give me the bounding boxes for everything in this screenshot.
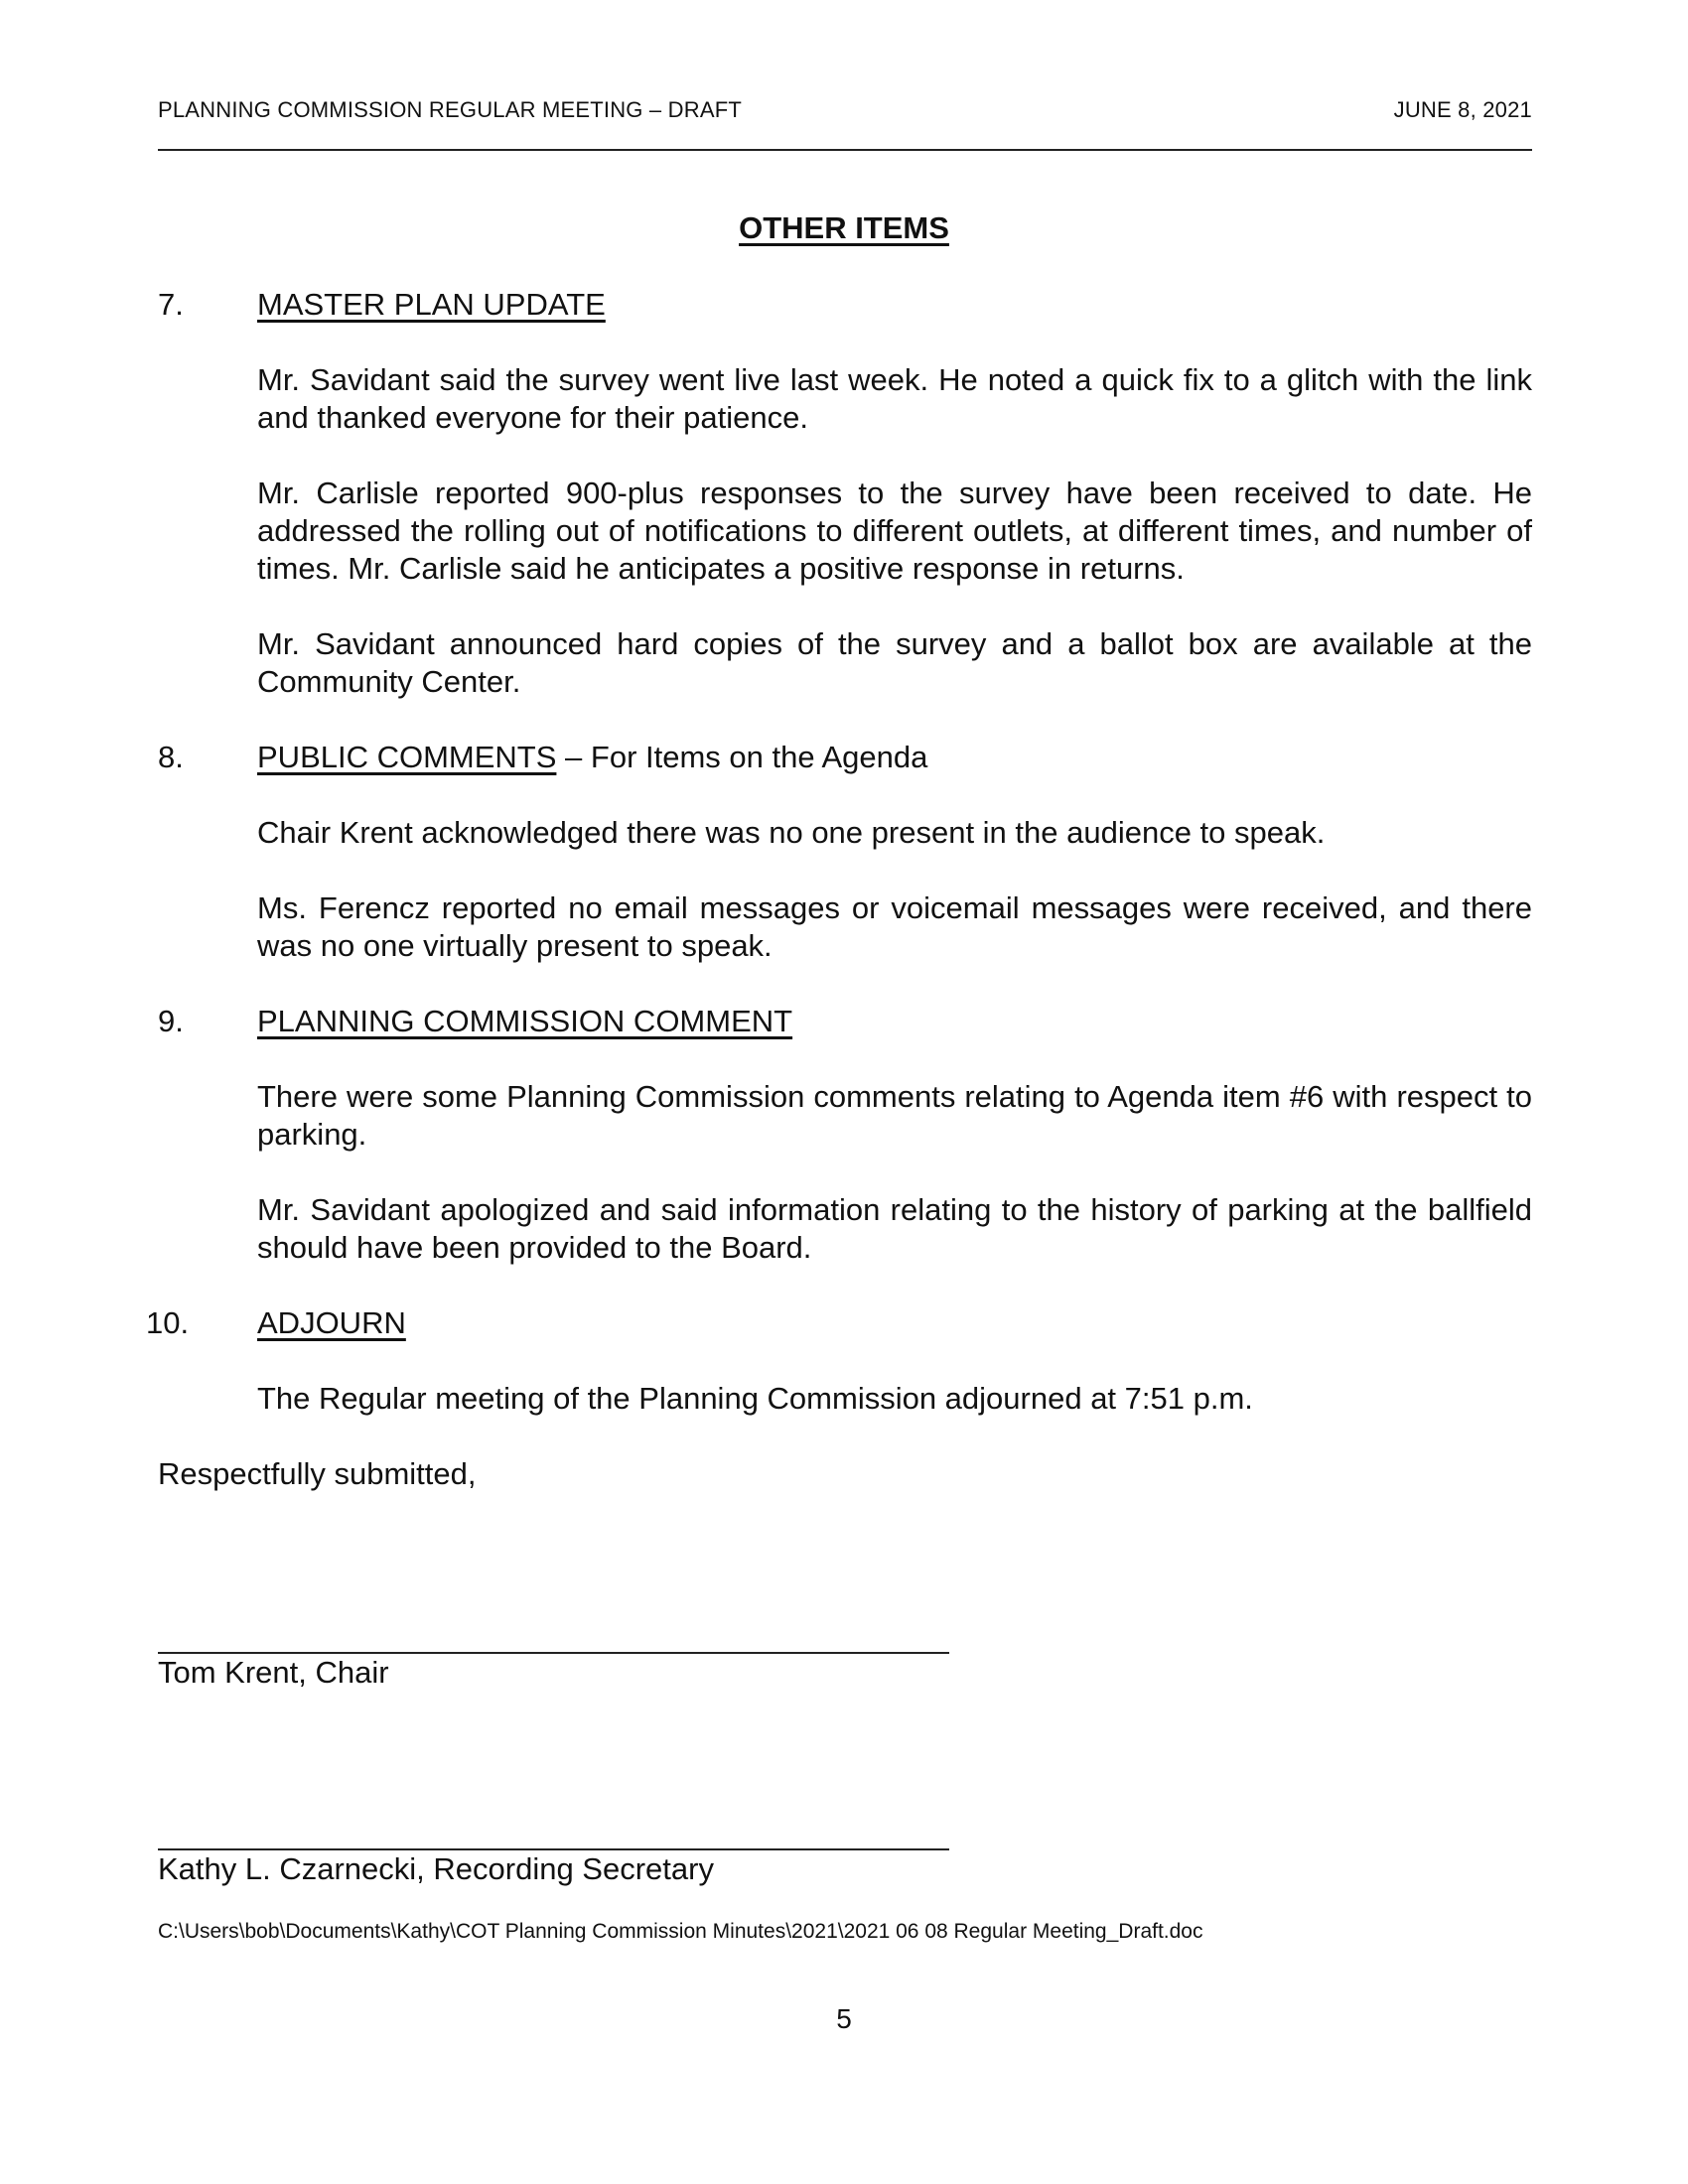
item-paragraph: Chair Krent acknowledged there was no one present in the audience to speak.	[257, 815, 1326, 850]
page-header	[158, 95, 1532, 151]
signature-name: Tom Krent, Chair	[158, 1655, 389, 1690]
item-paragraph: Ms. Ferencz reported no email messages or voicemail messages were received, and there was no one virtually present to speak.	[257, 890, 1532, 963]
header-title: PLANNING COMMISSION REGULAR MEETING – DRAFT	[158, 97, 743, 122]
item-paragraph: Mr. Carlisle reported 900-plus responses to the survey have been received to date. He addressed the rolling out of notifications to different outlets, at different times, and number of times. Mr. Carlisle said he anticipates a positive response in returns.	[257, 476, 1532, 586]
item-number: 9.	[158, 1004, 184, 1038]
signature-name: Kathy L. Czarnecki, Recording Secretary	[158, 1851, 714, 1886]
item-heading	[257, 1304, 406, 1342]
page-number: 5	[836, 2003, 852, 2034]
item-heading-title: ADJOURN	[257, 1305, 406, 1340]
item-paragraph: Mr. Savidant said the survey went live last week. He noted a quick fix to a glitch with the link and thanked everyone for their patience.	[257, 362, 1532, 435]
item-heading-title: MASTER PLAN UPDATE	[257, 287, 606, 322]
closing-text: Respectfully submitted,	[158, 1456, 477, 1491]
item-paragraph: The Regular meeting of the Planning Commission adjourned at 7:51 p.m.	[257, 1381, 1253, 1416]
item-paragraph: Mr. Savidant apologized and said information relating to the history of parking at the ballfield should have been provided to the Board.	[257, 1192, 1532, 1265]
item-heading	[257, 739, 927, 776]
item-heading-suffix: – For Items on the Agenda	[556, 740, 928, 774]
item-paragraph: Mr. Savidant announced hard copies of the survey and a ballot box are available at the Community Center.	[257, 626, 1532, 699]
item-heading	[257, 286, 606, 324]
item-number: 10.	[146, 1305, 190, 1340]
item-heading	[257, 1003, 792, 1040]
item-paragraph: There were some Planning Commission comments relating to Agenda item #6 with respect to parking.	[257, 1079, 1532, 1152]
section-title: OTHER ITEMS	[739, 210, 949, 245]
item-number: 8.	[158, 740, 184, 774]
item-number: 7.	[158, 287, 184, 322]
file-path: C:\Users\bob\Documents\Kathy\COT Planning Commission Minutes\2021\2021 06 08 Regular Meeting_Draft.doc	[158, 1920, 1203, 1943]
item-heading-title: PLANNING COMMISSION COMMENT	[257, 1004, 793, 1038]
header-date: JUNE 8, 2021	[1393, 97, 1532, 122]
item-heading-title: PUBLIC COMMENTS	[257, 740, 557, 774]
